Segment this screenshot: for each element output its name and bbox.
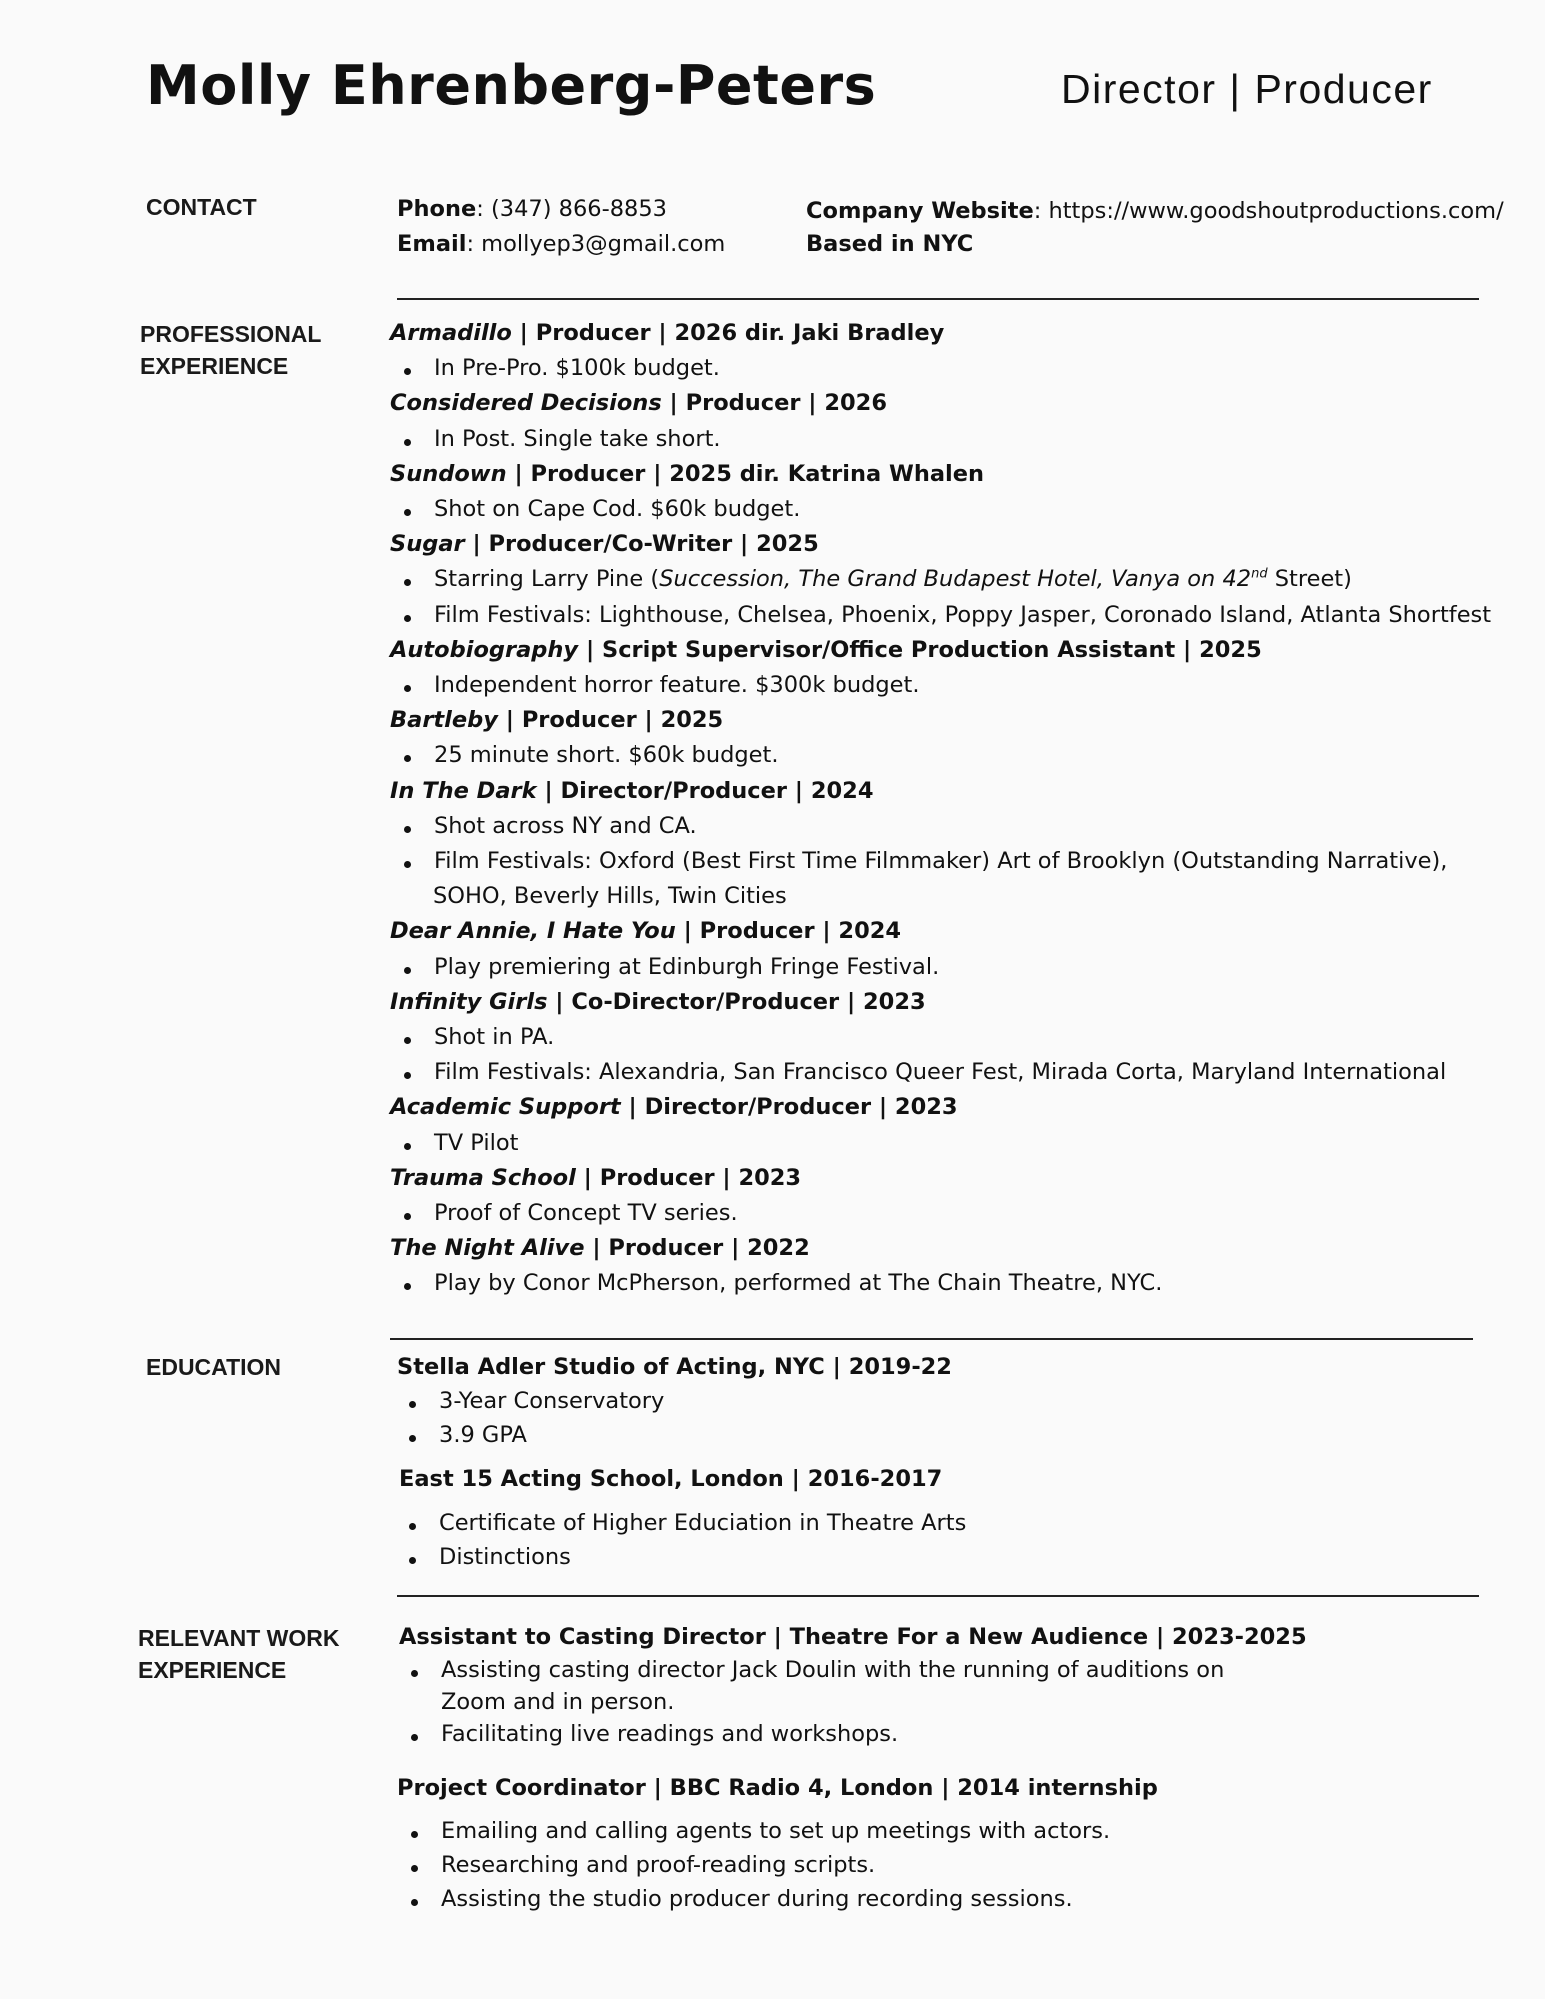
experience-heading (390, 778, 873, 804)
experience-meta: | Director/Producer | 2024 (536, 778, 874, 804)
experience-heading (390, 637, 1262, 663)
experience-title: Autobiography (390, 637, 579, 663)
education-bullet: Certificate of Higher Educiation in Theatre Arts (439, 1510, 967, 1536)
experience-bullet (392, 1130, 518, 1156)
contact-email: Email: mollyep3@gmail.com (397, 231, 726, 257)
experience-title: Armadillo (390, 320, 512, 346)
experience-meta: | Producer | 2026 (661, 390, 887, 416)
work-heading-bbc: Project Coordinator | BBC Radio 4, London | 2014 internship (397, 1775, 1158, 1801)
experience-meta: | Script Supervisor/Office Production Assistant | 2025 (578, 637, 1262, 663)
resume-roles: Director | Producer (1061, 66, 1433, 112)
experience-heading (390, 1094, 958, 1120)
starring-works: Succession, The Grand Budapest Hotel, Vanya on 42 (659, 566, 1252, 592)
experience-bullet-text: Film Festivals: Alexandria, San Francisco Queer Fest, Mirada Corta, Maryland International (434, 1059, 1447, 1085)
experience-meta: | Producer | 2025 (497, 707, 724, 733)
experience-bullet (392, 1059, 1446, 1085)
experience-bullet (392, 496, 800, 522)
section-label-professional-line1: PROFESSIONAL (140, 321, 322, 347)
work-bullet: Assisting the studio producer during recording sessions. (441, 1886, 1073, 1912)
work-bullet: Emailing and calling agents to set up meetings with actors. (441, 1818, 1111, 1844)
experience-heading (390, 531, 819, 557)
experience-bullet (392, 848, 1447, 874)
education-heading-stella: Stella Adler Studio of Acting, NYC | 2019-22 (397, 1354, 952, 1380)
experience-bullet (392, 954, 939, 980)
section-label-contact: CONTACT (146, 194, 257, 220)
experience-heading (390, 989, 926, 1015)
experience-heading (390, 320, 944, 346)
phone-label: Phone (397, 196, 477, 222)
experience-bullet-text: In Post. Single take short. (434, 426, 721, 452)
section-label-professional-line2: EXPERIENCE (140, 353, 289, 379)
work-bullet: Assisting casting director Jack Doulin with the running of auditions on (441, 1657, 1225, 1683)
experience-bullet-text: TV Pilot (434, 1130, 519, 1156)
experience-title: Academic Support (390, 1094, 621, 1120)
starring-post: Street) (1267, 566, 1352, 592)
experience-bullet-text: Film Festivals: Lighthouse, Chelsea, Phoenix, Poppy Jasper, Coronado Island, Atlanta Shortfest (434, 602, 1492, 628)
experience-heading (390, 1235, 810, 1261)
experience-title: Trauma School (390, 1165, 576, 1191)
experience-bullet (392, 355, 720, 381)
education-bullet: 3-Year Conservatory (439, 1388, 665, 1414)
work-bullet: Researching and proof-reading scripts. (441, 1852, 876, 1878)
education-bullet: Distinctions (439, 1544, 571, 1570)
section-label-professional (140, 318, 321, 382)
starring-pre: Starring Larry Pine ( (434, 566, 660, 592)
experience-bullet-text: Play by Conor McPherson, performed at The Chain Theatre, NYC. (434, 1270, 1163, 1296)
experience-bullet (392, 672, 919, 698)
experience-bullet-text: In Pre-Pro. $100k budget. (434, 355, 720, 381)
experience-heading (390, 707, 723, 733)
experience-bullet-text: Film Festivals: Oxford (Best First Time Filmmaker) Art of Brooklyn (Outstanding Narrative), (434, 848, 1448, 874)
experience-title: Dear Annie, I Hate You (390, 918, 676, 944)
divider-education (397, 1595, 1479, 1597)
experience-bullet-continuation (433, 883, 787, 909)
experience-bullet-text: SOHO, Beverly Hills, Twin Cities (433, 883, 787, 909)
experience-heading (390, 918, 901, 944)
experience-title: In The Dark (390, 778, 537, 804)
experience-heading (390, 461, 984, 487)
resume-name: Molly Ehrenberg-Peters (146, 54, 877, 117)
email-label: Email (397, 231, 467, 257)
experience-bullet (392, 742, 778, 768)
section-label-education: EDUCATION (146, 1354, 282, 1380)
experience-bullet (392, 1270, 1162, 1296)
experience-meta: | Producer/Co-Writer | 2025 (464, 531, 819, 557)
experience-bullet-text: Play premiering at Edinburgh Fringe Festival. (434, 954, 940, 980)
experience-bullet-text: Independent horror feature. $300k budget. (434, 672, 920, 698)
experience-meta: | Producer | 2024 (675, 918, 902, 944)
email-value[interactable]: mollyep3@gmail.com (481, 231, 726, 257)
divider-professional (390, 1338, 1473, 1340)
website-label: Company Website (806, 198, 1034, 224)
experience-bullet-text: Shot on Cape Cod. $60k budget. (434, 496, 801, 522)
work-bullet: Facilitating live readings and workshops. (441, 1721, 899, 1747)
experience-heading (390, 1165, 801, 1191)
section-label-work-line1: RELEVANT WORK (138, 1625, 340, 1651)
work-heading-casting: Assistant to Casting Director | Theatre For a New Audience | 2023-2025 (399, 1624, 1307, 1650)
section-label-work-line2: EXPERIENCE (138, 1657, 287, 1683)
experience-title: The Night Alive (390, 1235, 585, 1261)
experience-bullet-text: Shot in PA. (434, 1024, 555, 1050)
experience-title: Bartleby (390, 707, 498, 733)
experience-bullet (392, 566, 1352, 592)
experience-heading (390, 390, 887, 416)
work-bullet-continuation: Zoom and in person. (441, 1689, 675, 1715)
contact-based: Based in NYC (806, 231, 974, 257)
experience-bullet-text: Shot across NY and CA. (434, 813, 697, 839)
experience-title: Infinity Girls (390, 989, 548, 1015)
education-bullet: 3.9 GPA (439, 1422, 527, 1448)
education-heading-east15: East 15 Acting School, London | 2016-2017 (399, 1466, 943, 1492)
experience-title: Sundown (390, 461, 507, 487)
divider-contact (397, 298, 1479, 300)
experience-meta: | Producer | 2025 dir. Katrina Whalen (506, 461, 985, 487)
experience-meta: | Producer | 2023 (575, 1165, 802, 1191)
contact-phone: Phone: (347) 866-8853 (397, 196, 667, 222)
starring-sup: nd (1251, 566, 1268, 582)
website-link[interactable]: https://www.goodshoutproductions.com/ (1048, 198, 1504, 224)
experience-title: Sugar (390, 531, 465, 557)
section-label-work (138, 1622, 339, 1686)
phone-value: (347) 866-8853 (490, 196, 667, 222)
experience-bullet (392, 426, 721, 452)
contact-website: Company Website: https://www.goodshoutproductions.com/ (806, 198, 1504, 224)
experience-bullet (392, 1200, 738, 1226)
experience-meta: | Director/Producer | 2023 (620, 1094, 958, 1120)
experience-bullet (392, 813, 697, 839)
experience-bullet (392, 1024, 554, 1050)
experience-bullet (392, 602, 1491, 628)
experience-meta: | Co-Director/Producer | 2023 (547, 989, 926, 1015)
experience-meta: | Producer | 2026 dir. Jaki Bradley (511, 320, 945, 346)
experience-bullet-text: 25 minute short. $60k budget. (434, 742, 779, 768)
experience-bullet-text: Proof of Concept TV series. (434, 1200, 738, 1226)
experience-title: Considered Decisions (390, 390, 662, 416)
experience-meta: | Producer | 2022 (584, 1235, 810, 1261)
